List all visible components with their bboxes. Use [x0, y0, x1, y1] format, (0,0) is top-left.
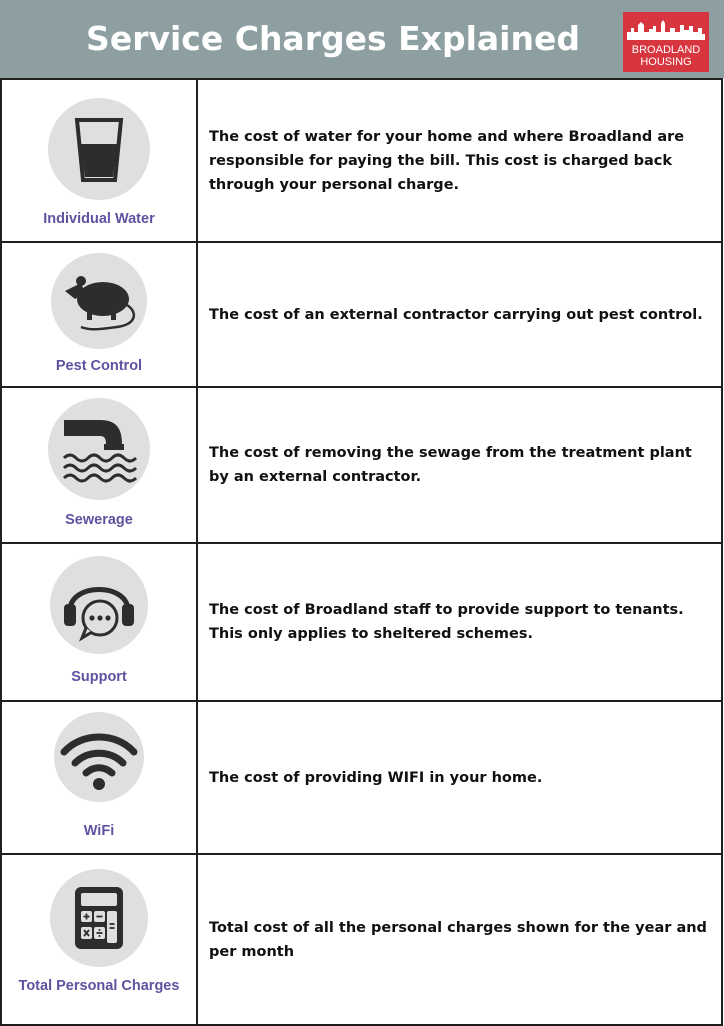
icon-cell [1, 701, 197, 854]
row-label: Pest Control [55, 358, 143, 374]
table-row-support [1, 543, 722, 701]
icon-cell [1, 387, 197, 543]
water-glass-icon [48, 98, 150, 200]
table-row-pest-control [1, 242, 722, 387]
wifi-icon [54, 712, 144, 802]
page-header [0, 0, 724, 78]
table-row-sewerage [1, 387, 722, 543]
rat-icon [51, 253, 147, 349]
broadland-housing-logo [623, 12, 709, 72]
row-description: Total cost of all the personal charges shown for the year and per month [197, 854, 722, 1025]
row-description: The cost of Broadland staff to provide support to tenants. This only applies to sheltered schemes. [197, 543, 722, 701]
row-label: WiFi [83, 823, 115, 839]
sewage-pipe-icon [48, 398, 150, 500]
icon-cell [1, 543, 197, 701]
logo-text-housing: HOUSING [640, 56, 692, 68]
logo-text-broadland: BROADLAND [631, 44, 701, 56]
icon-cell [1, 854, 197, 1025]
row-description: The cost of providing WIFI in your home. [197, 701, 722, 854]
row-label: Individual Water [43, 211, 155, 227]
table-row-wifi [1, 701, 722, 854]
headset-chat-icon [50, 556, 148, 654]
row-label: Total Personal Charges [18, 978, 180, 994]
row-label: Support [71, 669, 127, 685]
row-label: Sewerage [65, 512, 133, 528]
icon-cell [1, 79, 197, 242]
service-charges-table [0, 78, 723, 1026]
town-skyline-icon [623, 14, 709, 44]
row-description: The cost of removing the sewage from the treatment plant by an external contractor. [197, 387, 722, 543]
calculator-icon [50, 869, 148, 967]
row-description: The cost of an external contractor carrying out pest control. [197, 242, 722, 387]
icon-cell [1, 242, 197, 387]
table-row-total-personal-charges [1, 854, 722, 1025]
table-row-individual-water [1, 79, 722, 242]
page-title: Service Charges Explained [86, 19, 580, 58]
row-description: The cost of water for your home and where Broadland are responsible for paying the bill. This cost is charged back through your personal charge. [197, 79, 722, 242]
